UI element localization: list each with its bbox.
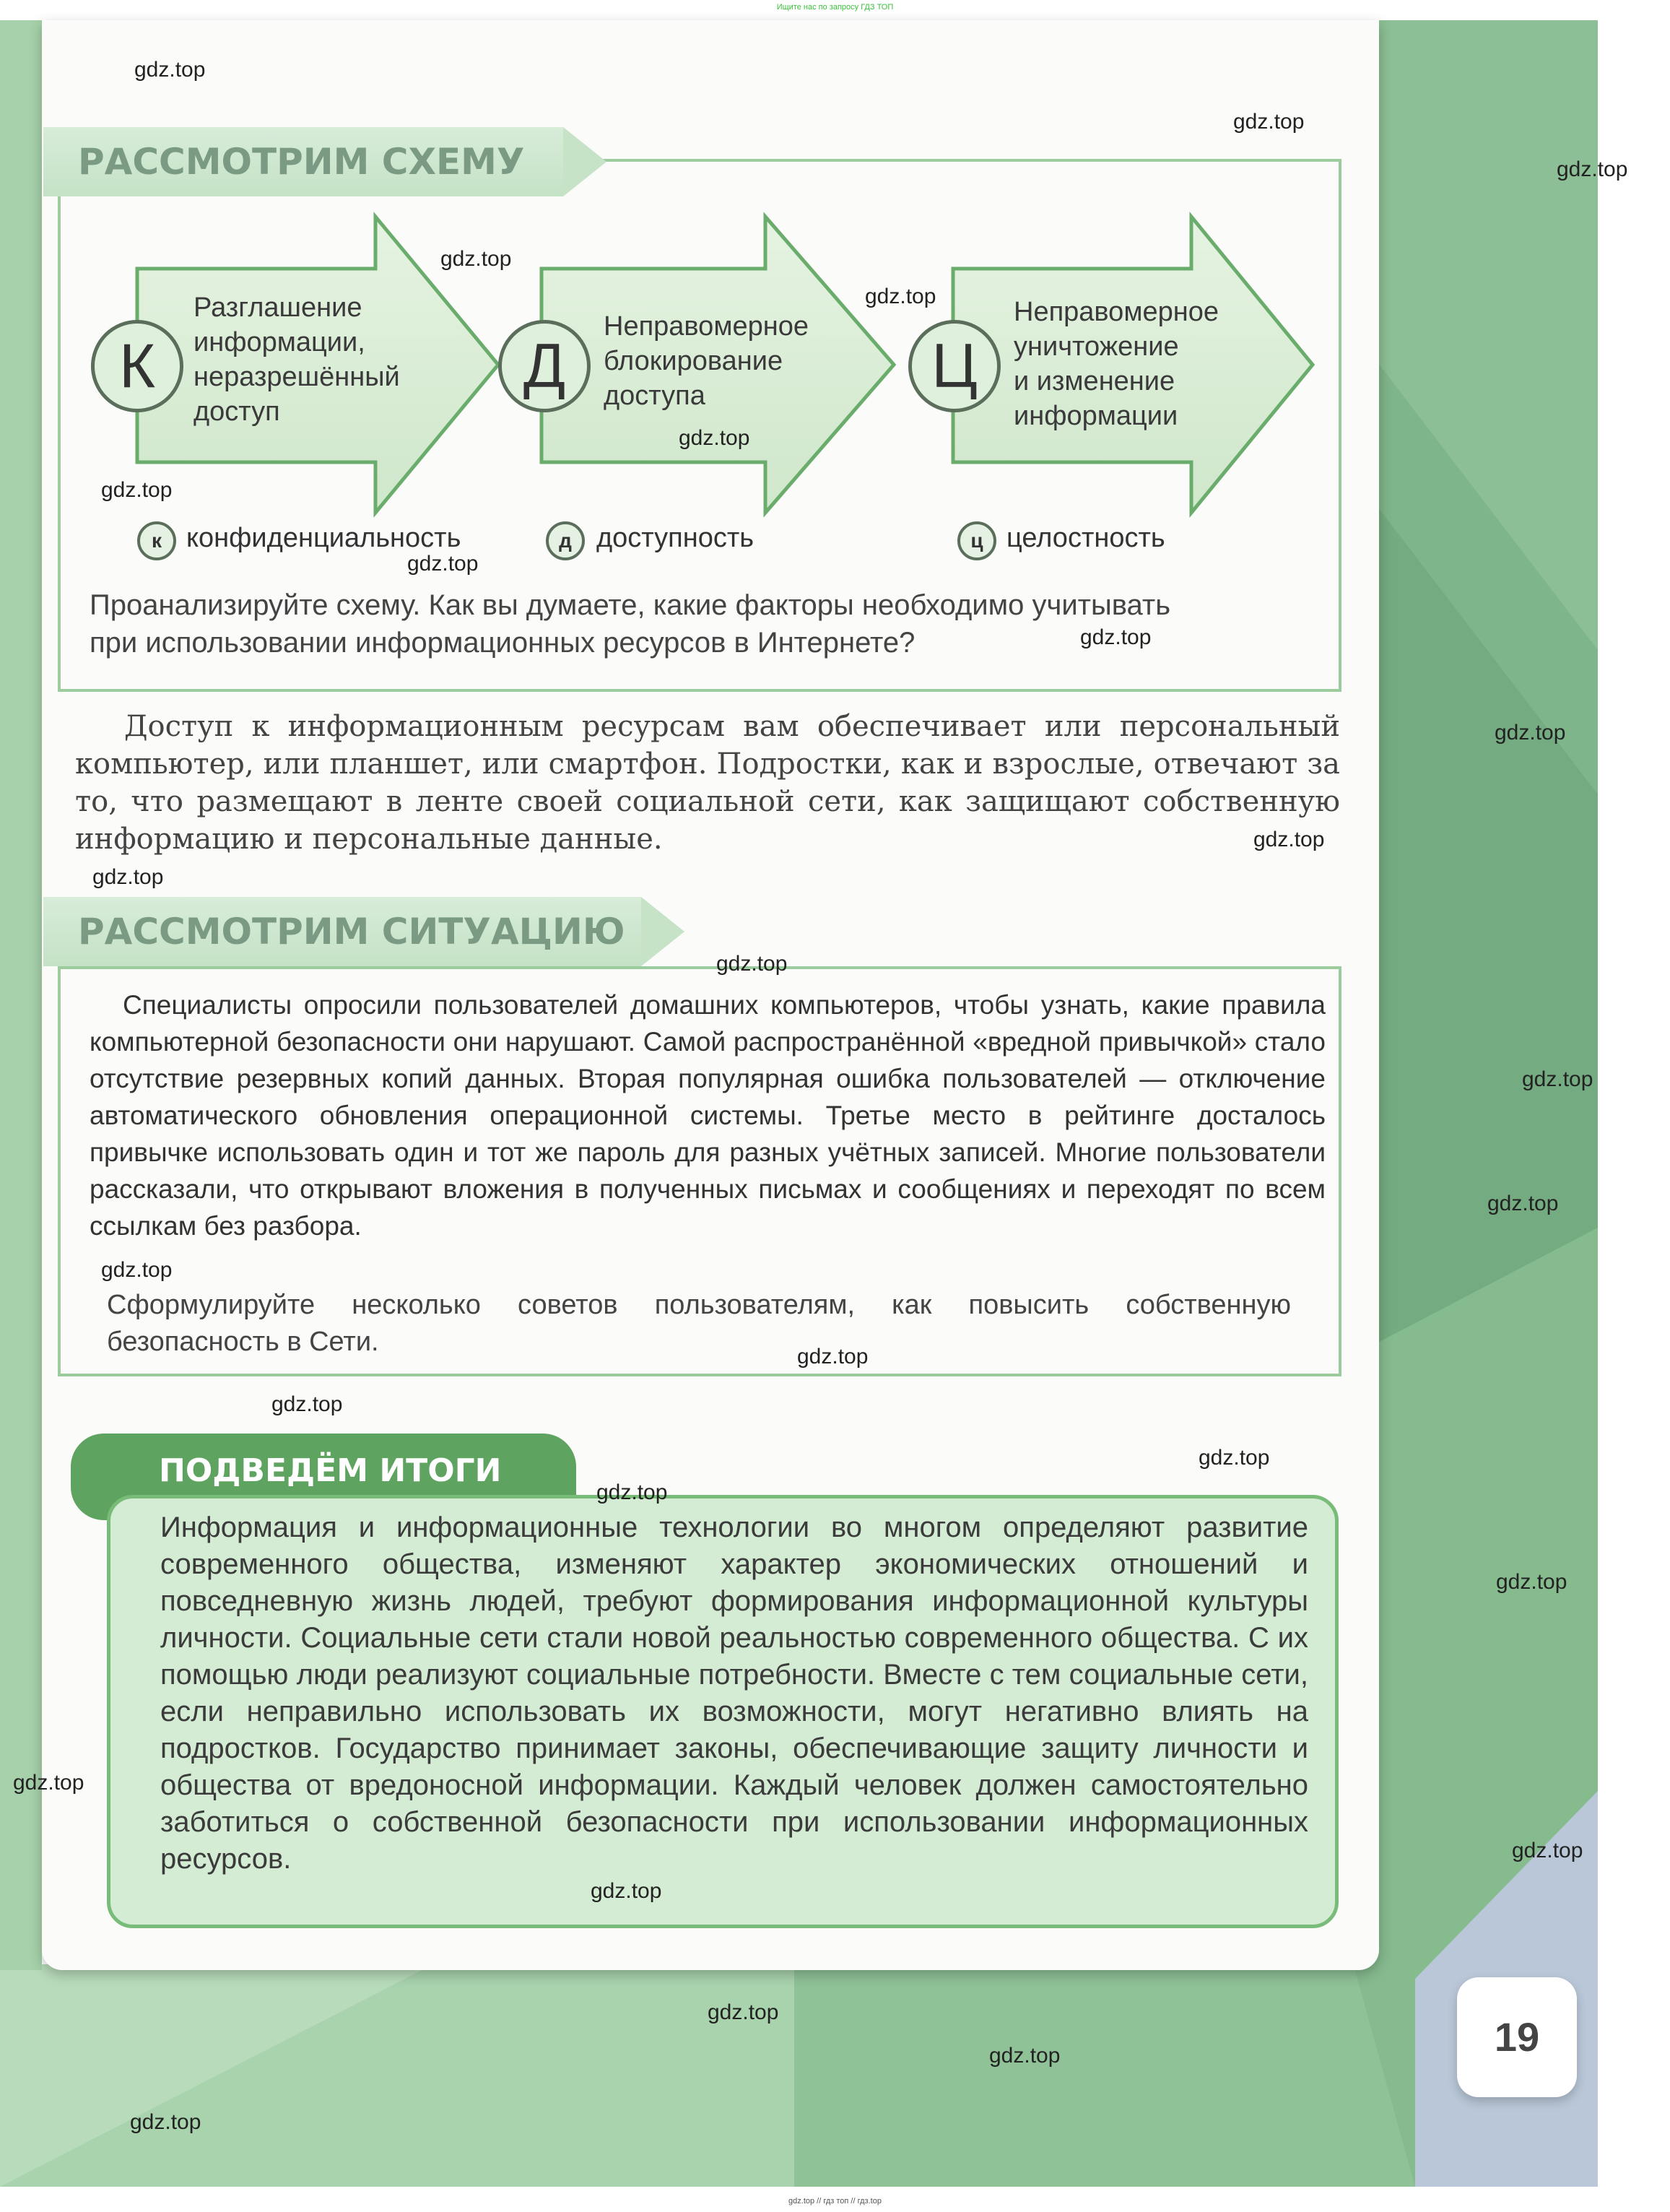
- situation-text: Специалисты опросили пользователей домашних компьютеров, чтобы узнать, какие правила компьютерной безопасности они нарушают. Самой распространённой «вредной привычкой» стало отсутствие резервных копий данных. Вторая популярная ошибка пользователей — отключение автоматического обновления операционной системы. Третье место в рейтинге досталось привычке использовать один и тот же пароль для разных учётных записей. Многие пользователи рассказали, что открывают вложения в полученных письмах и сообщениях и переходят по всем ссылкам без разбора.: [90, 990, 1326, 1241]
- watermark: gdz.top: [679, 426, 750, 450]
- watermark: gdz.top: [1233, 110, 1305, 134]
- watermark: gdz.top: [101, 1258, 173, 1282]
- watermark: gdz.top: [865, 285, 936, 308]
- page-number: 19: [1457, 1977, 1577, 2097]
- legend-label-k: конфиденциальность: [186, 523, 461, 553]
- watermark: gdz.top: [1495, 721, 1566, 745]
- watermark: gdz.top: [1496, 1570, 1567, 1594]
- watermark: gdz.top: [1557, 157, 1628, 181]
- legend-dot-k: к: [137, 521, 176, 560]
- header-note: Ищите нас по запросу ГДЗ ТОП: [776, 3, 894, 12]
- watermark: gdz.top: [271, 1392, 343, 1416]
- watermark: gdz.top: [440, 247, 512, 271]
- watermark: gdz.top: [1080, 625, 1152, 649]
- situation-task: Сформулируйте несколько советов пользователям, как повысить собственную безопасность в Сети.: [107, 1290, 1291, 1357]
- situation-title-text: РАССМОТРИМ СИТУАЦИЮ: [78, 911, 625, 953]
- scheme-question: Проанализируйте схему. Как вы думаете, какие факторы необходимо учитывать при использовании информационных ресурсов в Интернете?: [90, 589, 1171, 659]
- body-paragraph: Доступ к информационным ресурсам вам обеспечивает или персональный компьютер, или планшет, или смартфон. Подростки, как и взрослые, отвечают за то, что размещают в ленте своей социальной сети, как защищают собственную информацию и персональные данные.: [75, 710, 1340, 856]
- legend-dot-c: ц: [957, 521, 996, 560]
- watermark: gdz.top: [13, 1771, 84, 1795]
- watermark: gdz.top: [716, 952, 788, 976]
- watermark: gdz.top: [596, 1480, 668, 1504]
- watermark: gdz.top: [92, 865, 164, 889]
- watermark: gdz.top: [591, 1879, 662, 1903]
- watermark: gdz.top: [989, 2044, 1061, 2068]
- watermark: gdz.top: [1512, 1839, 1583, 1862]
- node-k: К: [91, 320, 183, 412]
- scheme-title-text: РАССМОТРИМ СХЕМУ: [78, 141, 525, 183]
- arrow-text-c: Неправомерное уничтожение и изменение информации: [1014, 297, 1219, 431]
- watermark: gdz.top: [1253, 828, 1325, 851]
- legend-label-d: доступность: [596, 523, 754, 553]
- watermark: gdz.top: [101, 478, 173, 502]
- summary-text: Информация и информационные технологии во многом определяют развитие современного общества, изменяют характер экономических отношений и повседневную жизнь людей, требуют формирования информационной культуры личности. Социальные сети стали новой реальностью современного общества. С их помощью люди реализуют социальные потребности. Вместе с тем социальные сети, если неправильно использовать их возможности, могут негативно влиять на подростков. Государство принимает законы, обеспечивающие защиту личности и общества от вредоносной информации. Каждый человек должен самостоятельно заботиться о собственной безопасности при использовании информационных ресурсов.: [160, 1511, 1308, 1875]
- legend-label-c: целостность: [1006, 523, 1165, 553]
- watermark: gdz.top: [1487, 1192, 1559, 1215]
- watermark: gdz.top: [1522, 1067, 1593, 1091]
- watermark: gdz.top: [797, 1345, 869, 1369]
- watermark: gdz.top: [407, 552, 479, 576]
- node-c: Ц: [908, 320, 1001, 412]
- watermark: gdz.top: [708, 2000, 779, 2024]
- watermark: gdz.top: [130, 2110, 201, 2134]
- footer-note: gdz.top // гдз топ // гдз.top: [788, 2197, 882, 2206]
- arrow-text-k: Разглашение информации, неразрешённый доступ: [193, 292, 400, 427]
- legend-dot-d: д: [546, 521, 585, 560]
- node-d: Д: [498, 320, 591, 412]
- arrow-text-d: Неправомерное блокирование доступа: [604, 311, 809, 411]
- scheme-arrows: [0, 0, 1670, 578]
- situation-title-arrow: [641, 897, 684, 966]
- watermark: gdz.top: [1199, 1446, 1270, 1470]
- watermark: gdz.top: [134, 58, 206, 82]
- situation-title: [43, 897, 641, 966]
- summary-title-text: ПОДВЕДЁМ ИТОГИ: [159, 1452, 502, 1489]
